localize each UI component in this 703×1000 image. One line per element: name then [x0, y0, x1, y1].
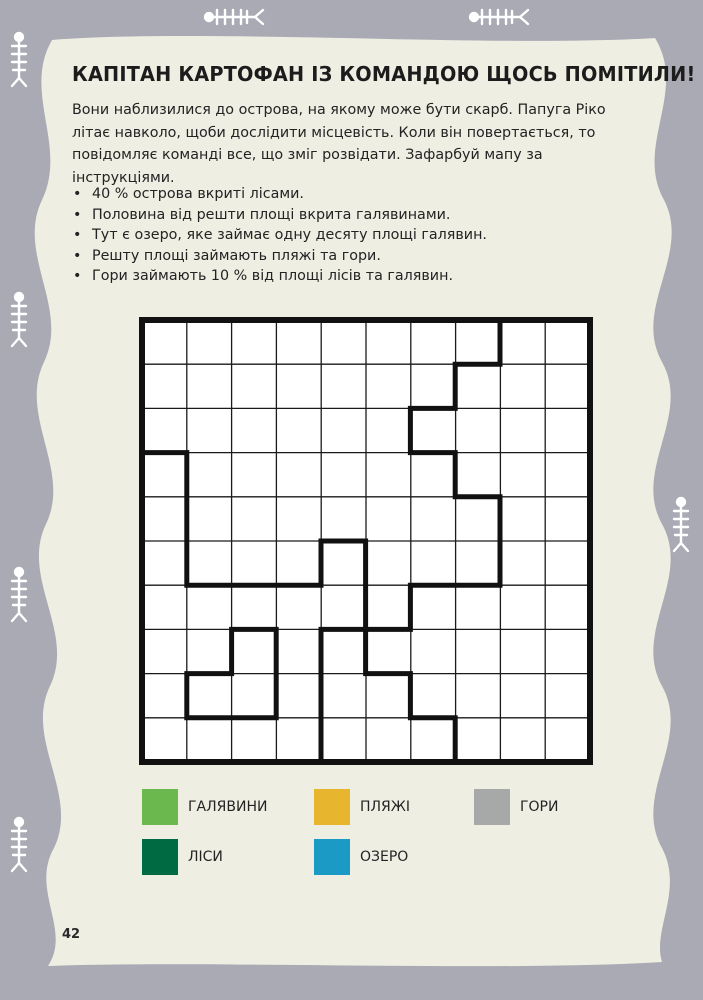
- legend-swatch: [142, 789, 178, 825]
- fish-bone-icon: [468, 6, 532, 28]
- fish-bone-icon: [8, 290, 30, 350]
- legend-swatch: [314, 789, 350, 825]
- legend-label: ПЛЯЖІ: [360, 799, 410, 815]
- intro-paragraph: Вони наблизилися до острова, на якому може бути скарб. Папуга Ріко літає навколо, щоби дослідити місцевість. Коли він повертається, то повідомляє команді все, що зміг розвідати. Зафарбуй мапу за інструкціями.: [72, 102, 606, 186]
- fish-bone-icon: [8, 30, 30, 90]
- fish-bone-icon: [670, 495, 692, 555]
- instructions-list: [72, 184, 632, 287]
- list-item: • Тут є озеро, яке займає одну десяту площі галявин.: [72, 225, 632, 246]
- legend-swatch: [142, 839, 178, 875]
- legend-swatch: [314, 839, 350, 875]
- page-number: 42: [62, 927, 81, 942]
- page-title: КАПІТАН КАРТОФАН ІЗ КОМАНДОЮ ЩОСЬ ПОМІТИЛИ!: [72, 62, 696, 86]
- list-item: • Половина від решти площі вкрита галявинами.: [72, 205, 632, 226]
- fish-bone-icon: [8, 815, 30, 875]
- legend-swatch: [474, 789, 510, 825]
- fish-bone-icon: [8, 565, 30, 625]
- legend-label: ОЗЕРО: [360, 849, 409, 865]
- legend-label: ГАЛЯВИНИ: [188, 799, 268, 815]
- list-item: • 40 % острова вкриті лісами.: [72, 184, 632, 205]
- list-item: • Решту площі займають пляжі та гори.: [72, 246, 632, 267]
- legend-label: ЛІСИ: [188, 849, 223, 865]
- list-item: • Гори займають 10 % від площі лісів та галявин.: [72, 266, 632, 287]
- fish-bone-icon: [203, 6, 267, 28]
- legend-label: ГОРИ: [520, 799, 559, 815]
